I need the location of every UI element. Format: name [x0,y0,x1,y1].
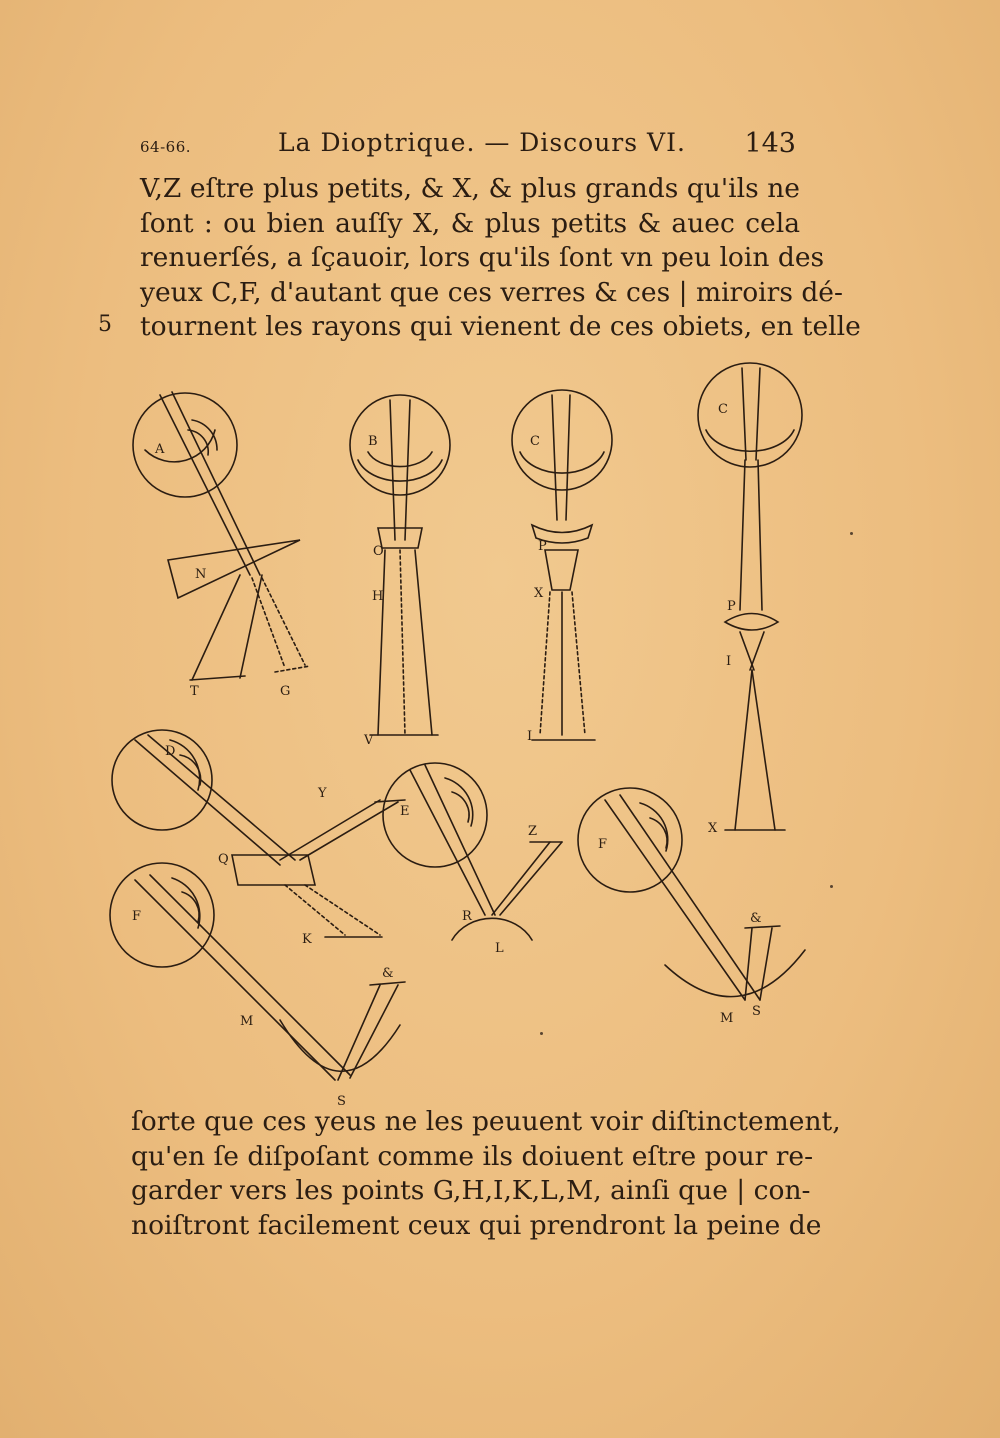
margin-line-number: 5 [98,312,112,337]
label-text: O [373,544,384,559]
text-line: garder vers les points G,H,I,K,L,M, ainſi que | con- [131,1175,811,1206]
figure-eye-d [112,730,405,947]
label-text: V [364,733,374,748]
label-text: Y [318,786,327,801]
paragraph-top [140,172,861,345]
paper-speck [830,885,833,888]
label-text: R [462,909,472,924]
figure-eye-a [133,392,310,699]
running-header [140,128,796,162]
label-text: F [132,909,142,924]
label-text: Z [528,824,538,839]
text-line: ſorte que ces yeus ne les peuuent voir diſtinctement, [131,1106,841,1137]
label-text: T [190,684,199,699]
label-text: I [527,729,533,744]
eye-diagrams-svg [100,360,820,1120]
label-text: & [750,911,762,926]
figure-eye-f-left [110,863,405,1109]
label-text: M [720,1011,734,1026]
figure-eye-e [383,763,562,956]
text-line: renuerſés, a ſçauoir, lors qu'ils ſont vn peu loin des [140,242,825,273]
text-line: ſont : ou bien auſſy X, & plus petits & auec cela [140,207,800,239]
label-text: I [726,654,732,669]
page-number: 143 [744,128,796,159]
text-line: tournent les rayons qui vienent de ces obiets, en telle [140,311,861,342]
label-text: B [368,434,378,449]
label-text: G [280,684,291,699]
figure-eye-c-concave [512,390,612,744]
label-text: M [240,1014,254,1029]
label-text: A [155,442,165,457]
label-text: & [382,966,394,981]
label-text: C [718,402,728,417]
text-line: qu'en ſe diſpoſant comme ils doiuent eſtre pour re- [131,1140,814,1172]
label-text: S [337,1094,346,1109]
section-reference: 64-66. [140,138,192,156]
paper-speck [540,1032,543,1035]
running-title: La Dioptrique. — Discours VI. [278,128,686,157]
label-text: N [195,567,207,582]
label-text: S [752,1004,761,1019]
figure-eye-c-convex [698,363,802,836]
label-text: L [495,941,504,956]
optical-diagrams [100,360,820,1120]
text-line: yeux C,F, d'autant que ces verres & ces | miroirs dé- [140,276,843,308]
label-text: E [400,804,410,819]
figure-eye-f-right [578,788,805,1026]
label-text: Q [218,852,229,867]
label-text: K [302,932,312,947]
label-text: P [538,539,547,554]
label-text: F [598,837,608,852]
label-text: X [534,586,544,601]
label-text: D [165,744,176,759]
text-line: V,Z eſtre plus petits, & X, & plus grands qu'ils ne [140,173,800,204]
paragraph-bottom [131,1105,841,1243]
label-text: X [708,821,718,836]
paper-speck [850,532,853,535]
figure-eye-b [350,395,450,748]
label-text: H [372,589,384,604]
label-text: C [530,434,540,449]
text-line: noiſtront facilement ceux qui prendront la peine de [131,1209,822,1241]
label-text: P [727,599,736,614]
